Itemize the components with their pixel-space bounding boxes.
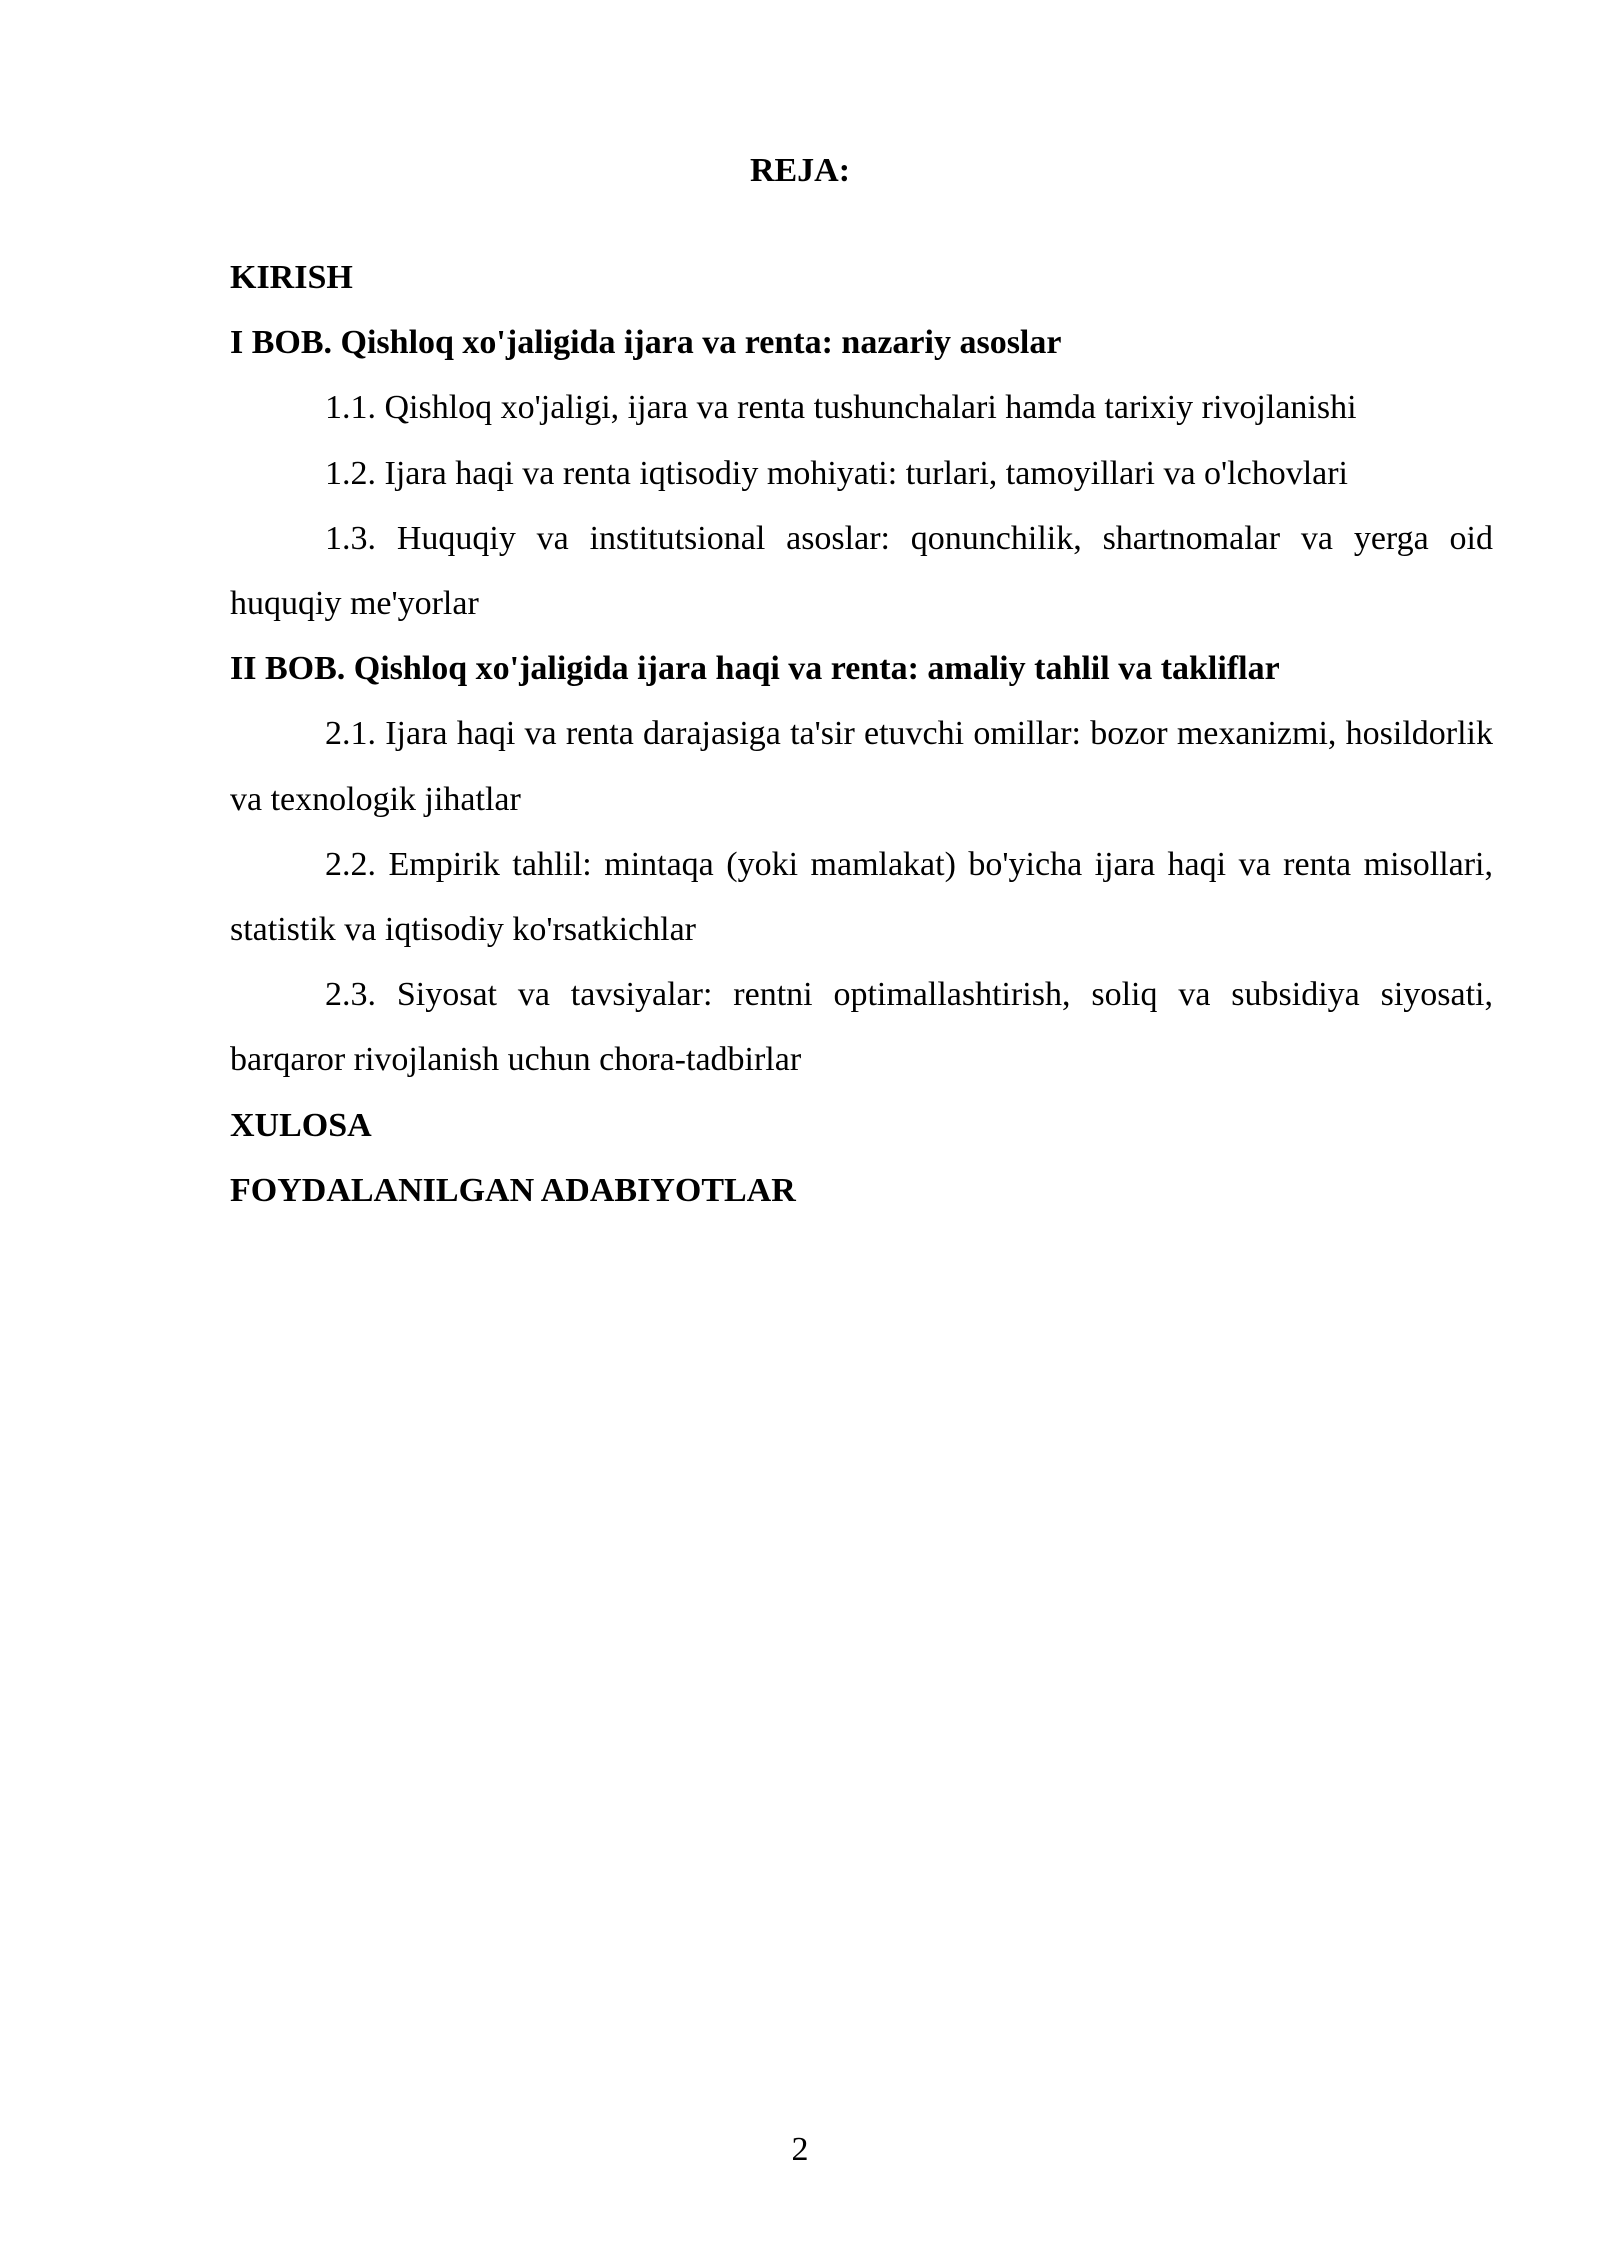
page-title: REJA: xyxy=(749,152,851,189)
toc-item-1-3: 1.3. Huquqiy va institutsional asoslar: qonunchilik, shartnomalar va yerga oid huquqiy me'yorlar xyxy=(230,519,1493,623)
toc-heading-chapter-2: II BOB. Qishloq xo'jaligida ijara haqi va renta: amaliy tahlil va takliflar xyxy=(230,650,1280,688)
page-number: 2 xyxy=(791,2131,809,2168)
toc-heading-chapter-1: I BOB. Qishloq xo'jaligida ijara va renta: nazariy asoslar xyxy=(230,324,1062,362)
table-of-contents xyxy=(230,245,1493,1223)
toc-item-1-2: 1.2. Ijara haqi va renta iqtisodiy mohiyati: turlari, tamoyillari va o'lchovlari xyxy=(325,454,1349,492)
toc-heading-conclusion: XULOSA xyxy=(230,1106,372,1144)
toc-item-2-3: 2.3. Siyosat va tavsiyalar: rentni optimallashtirish, soliq va subsidiya siyosati, barqaror rivojlanish uchun chora-tadbirlar xyxy=(230,976,1493,1079)
toc-heading-intro: KIRISH xyxy=(230,259,353,296)
toc-item-2-2: 2.2. Empirik tahlil: mintaqa (yoki mamlakat) bo'yicha ijara haqi va renta misollari, statistik va iqtisodiy ko'rsatkichlar xyxy=(230,845,1493,949)
toc-item-1-1: 1.1. Qishloq xo'jaligi, ijara va renta tushunchalari hamda tarixiy rivojlanishi xyxy=(325,389,1357,427)
toc-item-2-1: 2.1. Ijara haqi va renta darajasiga ta'sir etuvchi omillar: bozor mexanizmi, hosildorlik va texnologik jihatlar xyxy=(230,715,1493,818)
toc-heading-references: FOYDALANILGAN ADABIYOTLAR xyxy=(230,1171,796,1209)
